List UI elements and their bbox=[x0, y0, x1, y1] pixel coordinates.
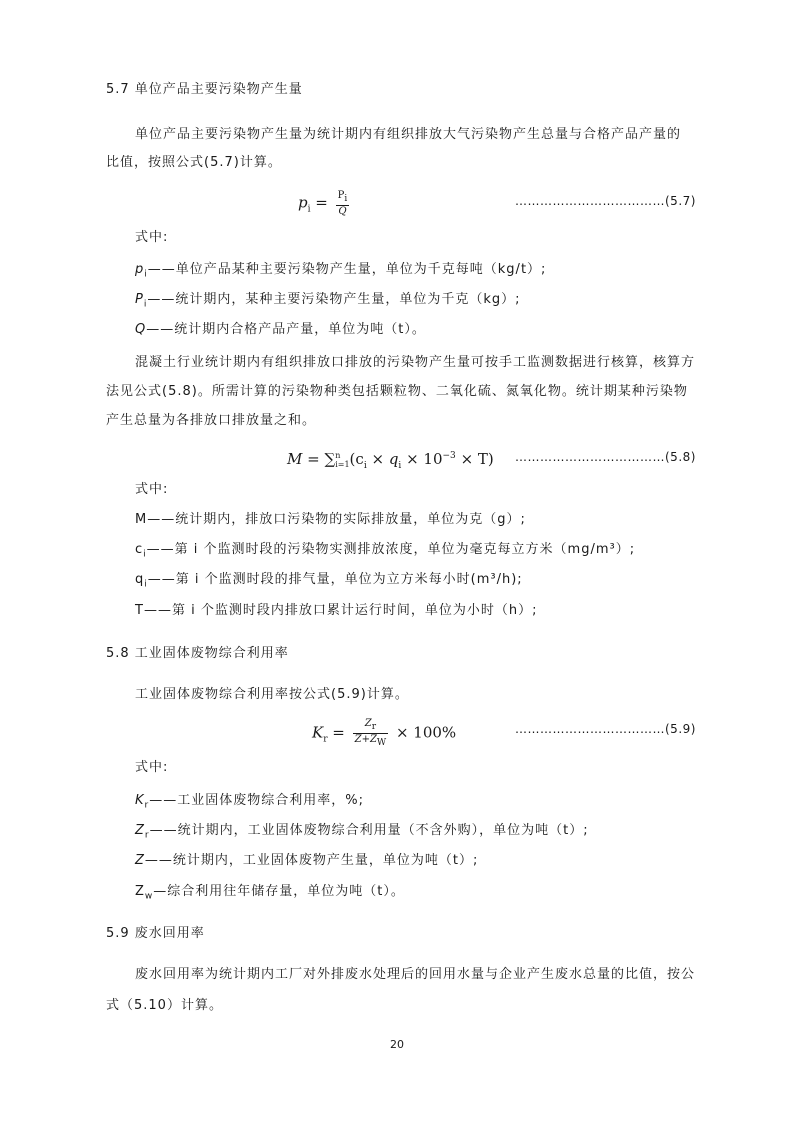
eq-5-8-sigma-upper: n bbox=[335, 451, 341, 460]
var-definition-c bbox=[135, 541, 635, 564]
where-label-5-8: 式中: bbox=[135, 482, 169, 497]
var-definition-Q bbox=[135, 321, 426, 339]
equation-5-8-number: ………………………………(5.8) bbox=[515, 450, 696, 464]
equation-5-7 bbox=[298, 190, 352, 220]
section-5-9-intro-line-2: 式（5.10）计算。 bbox=[106, 998, 223, 1013]
eq-5-9-equals: = bbox=[327, 723, 350, 742]
var-description: ——统计期内合格产品产量，单位为吨（t）。 bbox=[146, 322, 426, 337]
var-description: ——工业固体废物综合利用率，%; bbox=[149, 793, 364, 808]
var-definition-p bbox=[135, 261, 546, 284]
para-5-8-line-3: 产生总量为各排放口排放量之和。 bbox=[106, 413, 317, 428]
eq-5-8-power-base: × 10 bbox=[401, 450, 443, 468]
var-description: ——统计期内，排放口污染物的实际排放量，单位为克（g）; bbox=[147, 512, 526, 527]
eq-5-8-equals: = bbox=[302, 450, 325, 468]
var-definition-Kr bbox=[135, 792, 364, 815]
eq-5-8-times: × bbox=[366, 450, 389, 468]
section-5-8-intro: 工业固体废物综合利用率按公式(5.9)计算。 bbox=[135, 687, 409, 702]
eq-5-8-sigma-lower: i=1 bbox=[335, 460, 350, 469]
eq-5-9-denominator: Z+Z bbox=[354, 734, 377, 745]
eq-5-7-fraction bbox=[336, 190, 350, 217]
eq-5-8-c-sub: i bbox=[363, 461, 367, 471]
eq-5-9-fraction bbox=[353, 718, 389, 749]
eq-5-9-lhs: K bbox=[312, 723, 324, 742]
eq-5-9-numerator: Z bbox=[364, 718, 372, 729]
var-symbol-sub: i bbox=[143, 549, 147, 560]
var-symbol-sub: w bbox=[144, 891, 154, 902]
var-symbol: K bbox=[135, 793, 145, 808]
para-5-8-line-2: 法见公式(5.8)。所需计算的污染物种类包括颗粒物、二氧化硫、氮氧化物。统计期某种污染物 bbox=[106, 384, 688, 399]
eq-5-7-denominator: Q bbox=[338, 206, 347, 217]
var-symbol: Z bbox=[135, 853, 145, 868]
eq-5-7-numerator-sub: i bbox=[344, 194, 348, 204]
var-description: ——第 i 个监测时段的污染物实测排放浓度，单位为毫克每立方米（mg/m³）; bbox=[146, 542, 636, 557]
equation-5-7-number: ………………………………(5.7) bbox=[515, 194, 696, 208]
var-description: ——统计期内，某种主要污染物产生量，单位为千克（kg）; bbox=[147, 292, 521, 307]
var-symbol-sub: i bbox=[143, 299, 148, 310]
eq-5-8-open: (c bbox=[349, 450, 364, 468]
var-description: ——第 i 个监测时段内排放口累计运行时间，单位为小时（h）; bbox=[143, 603, 538, 618]
var-symbol-sub: i bbox=[144, 579, 148, 590]
eq-5-8-sigma-limits bbox=[335, 451, 349, 469]
var-definition-M bbox=[135, 511, 526, 529]
var-symbol-sub: r bbox=[144, 830, 150, 841]
var-symbol: Q bbox=[135, 322, 147, 337]
var-description: ——统计期内，工业固体废物综合利用量（不含外购），单位为吨（t）; bbox=[149, 823, 589, 838]
eq-5-9-denominator-sub: W bbox=[376, 738, 387, 748]
var-symbol: Z bbox=[135, 823, 145, 838]
var-description: ——第 i 个监测时段的排气量，单位为立方米每小时(m³/h); bbox=[147, 572, 523, 587]
section-5-9-intro-line-1: 废水回用率为统计期内工厂对外排废水处理后的回用水量与企业产生废水总量的比值，按公 bbox=[135, 967, 696, 982]
var-symbol: T bbox=[135, 603, 144, 618]
var-symbol-sub: r bbox=[144, 800, 150, 811]
section-5-9-heading: 5.9 废水回用率 bbox=[106, 926, 205, 941]
var-description: ——统计期内，工业固体废物产生量，单位为吨（t）; bbox=[144, 853, 479, 868]
var-definition-Z bbox=[135, 852, 478, 870]
eq-5-7-numerator: P bbox=[337, 190, 345, 201]
section-5-7-heading: 5.7 单位产品主要污染物产生量 bbox=[106, 82, 303, 97]
var-symbol: p bbox=[135, 262, 145, 277]
section-5-7-intro-line-1: 单位产品主要污染物产生量为统计期内有组织排放大气污染物产生总量与合格产品产量的 bbox=[135, 127, 682, 142]
where-label-5-7: 式中: bbox=[135, 230, 169, 245]
eq-5-8-lhs: M bbox=[287, 450, 303, 468]
var-symbol: c bbox=[135, 542, 144, 557]
equation-5-9 bbox=[312, 718, 456, 750]
var-symbol: P bbox=[135, 292, 144, 307]
eq-5-9-tail: × 100% bbox=[391, 723, 457, 742]
eq-5-7-equals: = bbox=[310, 193, 333, 212]
var-symbol: M bbox=[135, 512, 148, 527]
var-symbol: q bbox=[135, 572, 145, 587]
var-definition-T bbox=[135, 602, 537, 620]
eq-5-8-sigma: ∑ bbox=[324, 450, 336, 468]
var-definition-Zr bbox=[135, 822, 589, 845]
equation-5-9-number: ………………………………(5.9) bbox=[515, 722, 696, 736]
eq-5-8-q: q bbox=[388, 450, 399, 468]
var-definition-P bbox=[135, 291, 521, 314]
var-definition-Zw bbox=[135, 883, 405, 906]
var-description: ——单位产品某种主要污染物产生量，单位为千克每吨（kg/t）; bbox=[147, 262, 547, 277]
eq-5-9-numerator-sub: r bbox=[371, 722, 377, 732]
eq-5-8-exponent: −3 bbox=[442, 451, 456, 461]
section-5-8-heading: 5.8 工业固体废物综合利用率 bbox=[106, 646, 289, 661]
eq-5-9-lhs-sub: r bbox=[323, 734, 328, 745]
eq-5-7-lhs-sub: i bbox=[307, 204, 311, 215]
section-5-7-intro-line-2: 比值，按照公式(5.7)计算。 bbox=[106, 155, 282, 170]
var-definition-q bbox=[135, 571, 523, 594]
eq-5-7-lhs: p bbox=[298, 193, 308, 212]
eq-5-8-q-sub: i bbox=[398, 461, 402, 471]
var-description: —综合利用往年储存量，单位为吨（t）。 bbox=[153, 884, 405, 899]
para-5-8-line-1: 混凝土行业统计期内有组织排放口排放的污染物产生量可按手工监测数据进行核算，核算方 bbox=[135, 355, 696, 370]
where-label-5-9: 式中: bbox=[135, 760, 169, 775]
var-symbol-sub: i bbox=[144, 269, 148, 280]
var-symbol: Z bbox=[135, 884, 145, 899]
page-number: 20 bbox=[390, 1038, 404, 1051]
eq-5-8-tail: × T) bbox=[455, 450, 494, 468]
equation-5-8 bbox=[287, 446, 494, 476]
